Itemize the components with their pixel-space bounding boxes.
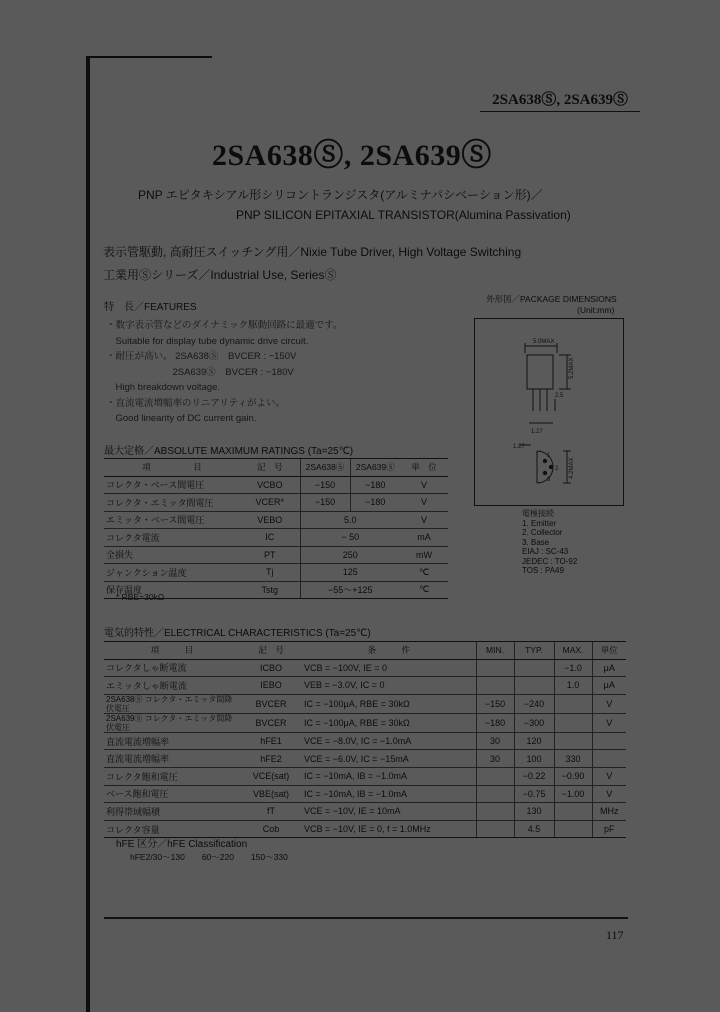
table-header-row: [104, 642, 626, 660]
table-row: [104, 767, 626, 785]
table-cell: V: [592, 694, 626, 713]
table-cell: ベース飽和電圧: [104, 785, 240, 803]
feature-line: ・直流電流増幅率のリニアリティがよい。: [106, 397, 285, 409]
series-line: 工業用Ⓢシリーズ／Industrial Use, SeriesⓈ: [103, 268, 337, 282]
table-cell: ℃: [400, 564, 448, 582]
package-note: 電極接続: [522, 509, 554, 518]
table-cell: Tstg: [240, 581, 300, 599]
table-cell: [476, 767, 514, 785]
table-cell: [592, 732, 626, 750]
table-cell: pF: [592, 820, 626, 838]
table-row: [104, 546, 448, 564]
table-cell: 1.0: [554, 677, 592, 695]
table-cell: Cob: [240, 820, 302, 838]
table-cell: エミッタしゃ断電流: [104, 677, 240, 695]
table-cell: PT: [240, 546, 300, 564]
col-header: MIN.: [476, 642, 514, 660]
table-cell: VBE(sat): [240, 785, 302, 803]
table-cell: −1.00: [554, 785, 592, 803]
table-cell: μA: [592, 677, 626, 695]
table-row: [104, 732, 626, 750]
col-header: 項 目: [104, 642, 240, 660]
col-header: 記 号: [240, 642, 302, 660]
pin-3-label: 3: [547, 477, 551, 483]
binding-edge: [86, 56, 90, 1012]
table-cell: 120: [514, 732, 554, 750]
table-cell: −300: [514, 713, 554, 732]
table-cell: mW: [400, 546, 448, 564]
abs-max-table: [104, 458, 448, 599]
table-cell: コレクタ飽和電圧: [104, 767, 240, 785]
header-part-numbers: 2SA638Ⓢ, 2SA639Ⓢ: [492, 92, 628, 108]
hfe-classification-heading: hFE 区分／hFE Classification: [116, 839, 248, 850]
table-cell: [514, 677, 554, 695]
col-header: 2SA639Ⓢ: [350, 459, 400, 477]
table-cell: V: [400, 511, 448, 529]
dim-pitch-a-label: 1.27: [513, 444, 525, 450]
table-cell: 30: [476, 732, 514, 750]
application-line: 表示管駆動, 高耐圧スイッチング用／Nixie Tube Driver, High Voltage Switching: [103, 245, 522, 259]
table-cell: コレクタしゃ断電流: [104, 659, 240, 677]
to92-outline-drawing: [475, 319, 623, 505]
table-cell: hFE1: [240, 732, 302, 750]
package-drawing: [474, 318, 624, 506]
package-heading: 外形図／PACKAGE DIMENSIONS: [486, 294, 617, 304]
dim-height-label: 5.2MAX: [569, 357, 575, 379]
table-cell: 2SA638Ⓢ コレクタ・エミッタ間降伏電圧: [104, 694, 240, 713]
table-cell: [554, 820, 592, 838]
table-cell: BVCER: [240, 694, 302, 713]
package-note: TOS : PA49: [522, 566, 564, 575]
subtitle-english: PNP SILICON EPITAXIAL TRANSISTOR(Alumina Passivation): [236, 208, 571, 222]
table-header-row: [104, 459, 448, 477]
feature-line: ・耐圧が高い。 2SA638Ⓢ BVCER : −150V: [106, 351, 297, 362]
table-cell: 100: [514, 750, 554, 768]
table-cell: 2SA639Ⓢ コレクタ・エミッタ間降伏電圧: [104, 713, 240, 732]
table-cell: IC = −100μA, RBE = 30kΩ: [302, 694, 476, 713]
table-cell: V: [592, 767, 626, 785]
table-cell: VCBO: [240, 476, 300, 494]
table-row: [104, 476, 448, 494]
hfe-classification-values: hFE2/30〜130 60〜220 150〜330: [130, 852, 288, 862]
table-cell: ICBO: [240, 659, 302, 677]
col-header: 単位: [592, 642, 626, 660]
table-cell: 5.0: [300, 511, 400, 529]
table-cell: −55〜+125: [300, 581, 400, 599]
table-cell: BVCER: [240, 713, 302, 732]
feature-line: 2SA639Ⓢ BVCER : −180V: [106, 366, 294, 378]
table-cell: fT: [240, 803, 302, 821]
table-cell: −240: [514, 694, 554, 713]
table-cell: [514, 659, 554, 677]
dim-depth-label: 4.2MAX: [569, 457, 575, 479]
table-row: [104, 750, 626, 768]
package-note: 3. Base: [522, 537, 550, 547]
table-row: [104, 803, 626, 821]
table-cell: −1.0: [554, 659, 592, 677]
table-cell: IC = −100μA, RBE = 30kΩ: [302, 713, 476, 732]
feature-line: ・数字表示管などのダイナミック駆動回路に最適です。: [106, 320, 343, 331]
dim-lead-label: 2.5: [555, 393, 564, 399]
table-cell: [476, 659, 514, 677]
table-cell: V: [592, 713, 626, 732]
table-cell: VCB = −100V, IE = 0: [302, 659, 476, 677]
table-cell: μA: [592, 659, 626, 677]
table-cell: [554, 694, 592, 713]
features-heading: 特 長／FEATURES: [104, 302, 197, 313]
table-cell: IC: [240, 529, 300, 547]
table-cell: −150: [300, 494, 350, 512]
table-cell: V: [400, 476, 448, 494]
table-cell: [476, 785, 514, 803]
table-cell: エミッタ・ベース間電圧: [104, 511, 240, 529]
col-header: 2SA638Ⓢ: [300, 459, 350, 477]
table-cell: VCE(sat): [240, 767, 302, 785]
table-row: [104, 494, 448, 512]
table-cell: hFE2: [240, 750, 302, 768]
dim-width-label: 5.0MAX: [533, 339, 555, 345]
table-cell: 330: [554, 750, 592, 768]
table-cell: VEBO: [240, 511, 300, 529]
electrical-table: [104, 641, 626, 838]
table-cell: 利得帯域幅積: [104, 803, 240, 821]
feature-line: High breakdown voltage.: [106, 382, 221, 393]
table-row: [104, 677, 626, 695]
dim-pitch-b-label: 1.27: [531, 429, 543, 435]
table-row: [104, 785, 626, 803]
package-note: JEDEC : TO-92: [522, 556, 578, 566]
table-cell: V: [400, 494, 448, 512]
table-cell: [592, 750, 626, 768]
table-cell: コレクタ容量: [104, 820, 240, 838]
table-cell: 直流電流増幅率: [104, 732, 240, 750]
table-cell: VCER*: [240, 494, 300, 512]
table-row: [104, 511, 448, 529]
table-cell: IC = −10mA, IB = −1.0mA: [302, 767, 476, 785]
abs-footnote: * RBE=30kΩ: [116, 592, 165, 602]
table-cell: [554, 713, 592, 732]
pin-dot: [549, 465, 553, 469]
col-header: 単 位: [400, 459, 448, 477]
table-cell: 直流電流増幅率: [104, 750, 240, 768]
table-cell: コレクタ電流: [104, 529, 240, 547]
table-cell: VCB = −10V, IE = 0, f = 1.0MHz: [302, 820, 476, 838]
table-cell: VCE = −6.0V, IC = −15mA: [302, 750, 476, 768]
subtitle-japanese: PNP エピタキシアル形シリコントランジスタ(アルミナパシベーション形)／: [138, 188, 543, 202]
bottom-rule: [104, 917, 628, 919]
header-rule: [480, 111, 640, 112]
package-notes: [522, 509, 577, 576]
table-cell: −0.22: [514, 767, 554, 785]
col-header: 条 件: [302, 642, 476, 660]
col-header: TYP.: [514, 642, 554, 660]
table-cell: −180: [350, 494, 400, 512]
table-cell: 全損失: [104, 546, 240, 564]
table-cell: [476, 820, 514, 838]
table-cell: −150: [300, 476, 350, 494]
table-cell: [476, 803, 514, 821]
package-note: 2. Collector: [522, 528, 563, 537]
table-cell: コレクタ・エミッタ間電圧: [104, 494, 240, 512]
package-unit: (Unit:mm): [577, 305, 615, 315]
table-cell: コレクタ・ベース間電圧: [104, 476, 240, 494]
abs-max-heading: 最大定格／ABSOLUTE MAXIMUM RATINGS (Ta=25℃): [104, 446, 354, 457]
table-cell: VEB = −3.0V, IC = 0: [302, 677, 476, 695]
top-rule: [86, 56, 212, 58]
table-cell: −0.75: [514, 785, 554, 803]
table-cell: VCE = −10V, IE = 10mA: [302, 803, 476, 821]
pin-1-label: 1: [547, 453, 551, 459]
page-title: 2SA638Ⓢ, 2SA639Ⓢ: [212, 139, 492, 172]
transistor-body: [527, 355, 553, 389]
table-cell: VCE = −8.0V, IC = −1.0mA: [302, 732, 476, 750]
table-cell: mA: [400, 529, 448, 547]
col-header: MAX.: [554, 642, 592, 660]
table-row: [104, 564, 448, 582]
package-note: 1. Emitter: [522, 518, 557, 528]
pin-dot: [543, 459, 547, 463]
table-cell: − 50: [300, 529, 400, 547]
feature-line: Suitable for display tube dynamic drive circuit.: [106, 335, 309, 347]
pin-2-label: 2: [555, 466, 559, 472]
table-row: [104, 659, 626, 677]
table-cell: 125: [300, 564, 400, 582]
table-cell: Tj: [240, 564, 300, 582]
table-cell: MHz: [592, 803, 626, 821]
page-number: 117: [606, 928, 624, 942]
table-cell: −180: [350, 476, 400, 494]
table-cell: IC = −10mA, IB = −1.0mA: [302, 785, 476, 803]
table-cell: 4.5: [514, 820, 554, 838]
table-row: [104, 529, 448, 547]
table-cell: −180: [476, 713, 514, 732]
col-header: 記 号: [240, 459, 300, 477]
table-cell: 30: [476, 750, 514, 768]
electrical-heading: 電気的特性／ELECTRICAL CHARACTERISTICS (Ta=25℃): [104, 628, 371, 639]
table-cell: V: [592, 785, 626, 803]
table-cell: [476, 677, 514, 695]
pin-dot: [543, 471, 547, 475]
table-cell: [554, 803, 592, 821]
table-cell: ジャンクション温度: [104, 564, 240, 582]
table-cell: [554, 732, 592, 750]
table-cell: −150: [476, 694, 514, 713]
table-cell: IEBO: [240, 677, 302, 695]
feature-line: Good linearity of DC current gain.: [106, 413, 257, 424]
table-cell: 保存温度: [104, 581, 240, 599]
table-cell: −0.90: [554, 767, 592, 785]
table-cell: 250: [300, 546, 400, 564]
col-header: 項 目: [104, 459, 240, 477]
table-cell: ℃: [400, 581, 448, 599]
features-list: [106, 318, 342, 427]
table-row: [104, 694, 626, 713]
package-note: EIAJ : SC-43: [522, 547, 569, 556]
table-cell: 130: [514, 803, 554, 821]
table-row: [104, 713, 626, 732]
